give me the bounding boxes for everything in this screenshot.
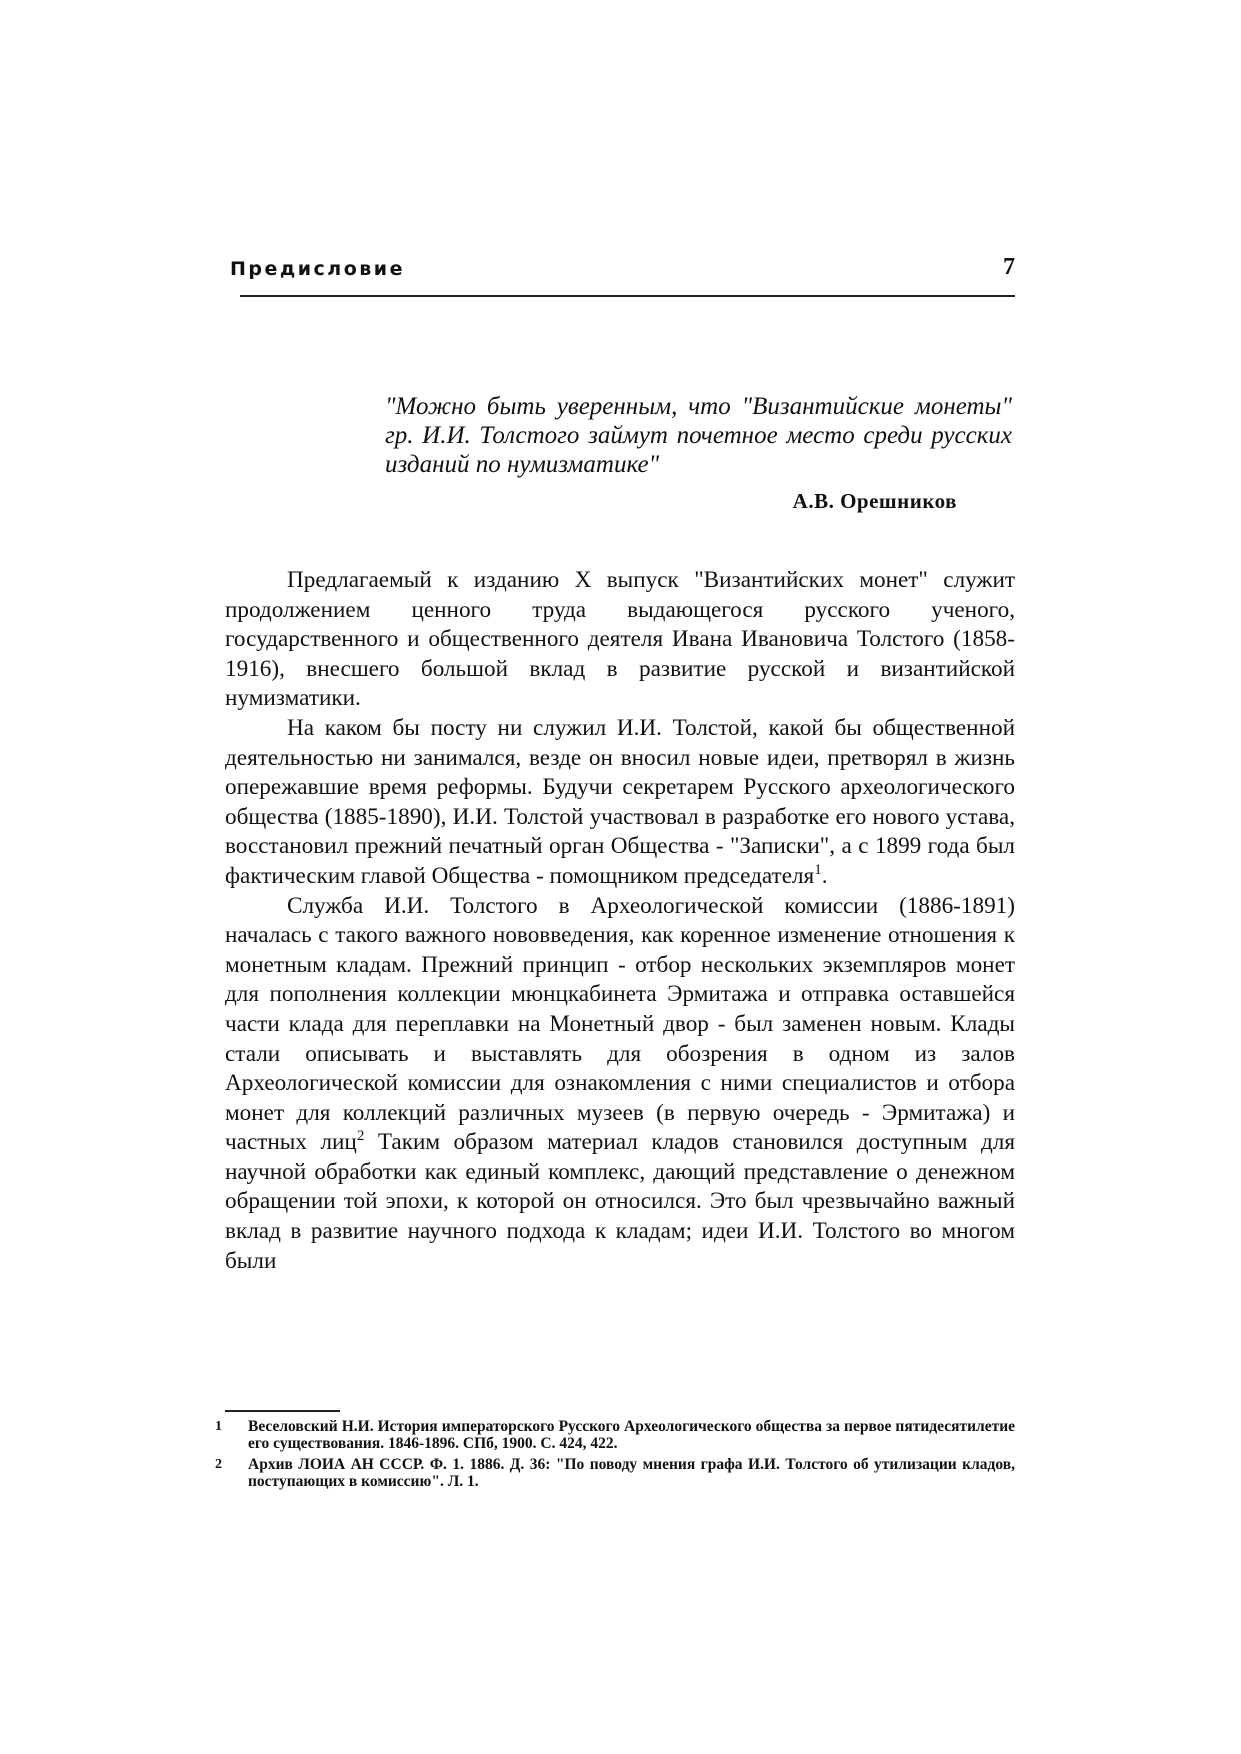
footnote-ref-1: 1: [814, 861, 822, 878]
footnote-ref-2: 2: [356, 1128, 365, 1145]
body-text: [225, 566, 1015, 1276]
page-number: 7: [1003, 254, 1015, 280]
footnote-1: [215, 1418, 1015, 1452]
paragraph-2-end: .: [821, 862, 828, 889]
epigraph: [385, 392, 1012, 514]
footnote-mark: 1: [215, 1419, 222, 1434]
paragraph-2: [225, 714, 1015, 892]
paragraph-3: [225, 892, 1015, 1277]
footnotes: [215, 1418, 1015, 1494]
epigraph-author: А.В. Орешников: [792, 489, 957, 513]
paragraph-1-text: Предлагаемый к изданию X выпуск "Византийских монет" служит продолжением ценного труда выдающегося русского ученого, государственного и общественного деятеля Ивана Ивановича Толстого (1858-1916), внесшего большой вклад в развитие русской и византийской нумизматики.: [225, 567, 1015, 712]
footnote-rule: [225, 1410, 340, 1412]
paragraph-1: [225, 566, 1015, 714]
footnote-text: Веселовский Н.И. История императорского Русского Археологического общества за первое пятидесятилетие его существования. 1846-1896. СПб, 1900. С. 424, 422.: [248, 1418, 1015, 1452]
section-title: Предисловие: [230, 258, 406, 280]
footnote-2: [215, 1456, 1015, 1490]
header-rule: [240, 295, 1015, 297]
running-head: [230, 254, 1015, 286]
footnote-mark: 2: [215, 1457, 222, 1472]
paragraph-3-text-b: Таким образом материал кладов становился доступным для научной обработки как единый комплекс, дающий представление о денежном обращении той эпохи, к которой он относился. Это был чрезвычайно важный вклад в развитие научного подхода к кладам; идеи И.И. Толстого во многом были: [225, 1129, 1015, 1274]
footnote-text: Архив ЛОИА АН СССР. Ф. 1. 1886. Д. 36: "По поводу мнения графа И.И. Толстого об утилизации кладов, поступающих в комиссию". Л. 1.: [248, 1456, 1015, 1490]
paragraph-2-text: На каком бы посту ни служил И.И. Толстой, какой бы общественной деятельностью ни занимался, везде он вносил новые идеи, претворял в жизнь опережавшие время реформы. Будучи секретарем Русского археологического общества (1885-1890), И.И. Толстой участвовал в разработке его нового устава, восстановил прежний печатный орган Общества - "Записки", а с 1899 года был фактическим главой Общества - помощником председателя: [225, 714, 1015, 889]
epigraph-text: "Можно быть уверенным, что "Византийские монеты" гр. И.И. Толстого займут почетное место среди русских изданий по нумизматике": [385, 393, 1012, 478]
paragraph-3-text-a: Служба И.И. Толстого в Археологической комиссии (1886-1891) началась с такого важного нововведения, как коренное изменение отношения к монетным кладам. Прежний принцип - отбор нескольких экземпляров монет для пополнения коллекции мюнцкабинета Эрмитажа и отправка оставшейся части клада для переплавки на Монетный двор - был заменен новым. Клады стали описывать и выставлять для обозрения в одном из залов Археологической комиссии для ознакомления с ними специалистов и отбора монет для коллекций различных музеев (в первую очередь - Эрмитажа) и частных лиц: [225, 892, 1015, 1156]
